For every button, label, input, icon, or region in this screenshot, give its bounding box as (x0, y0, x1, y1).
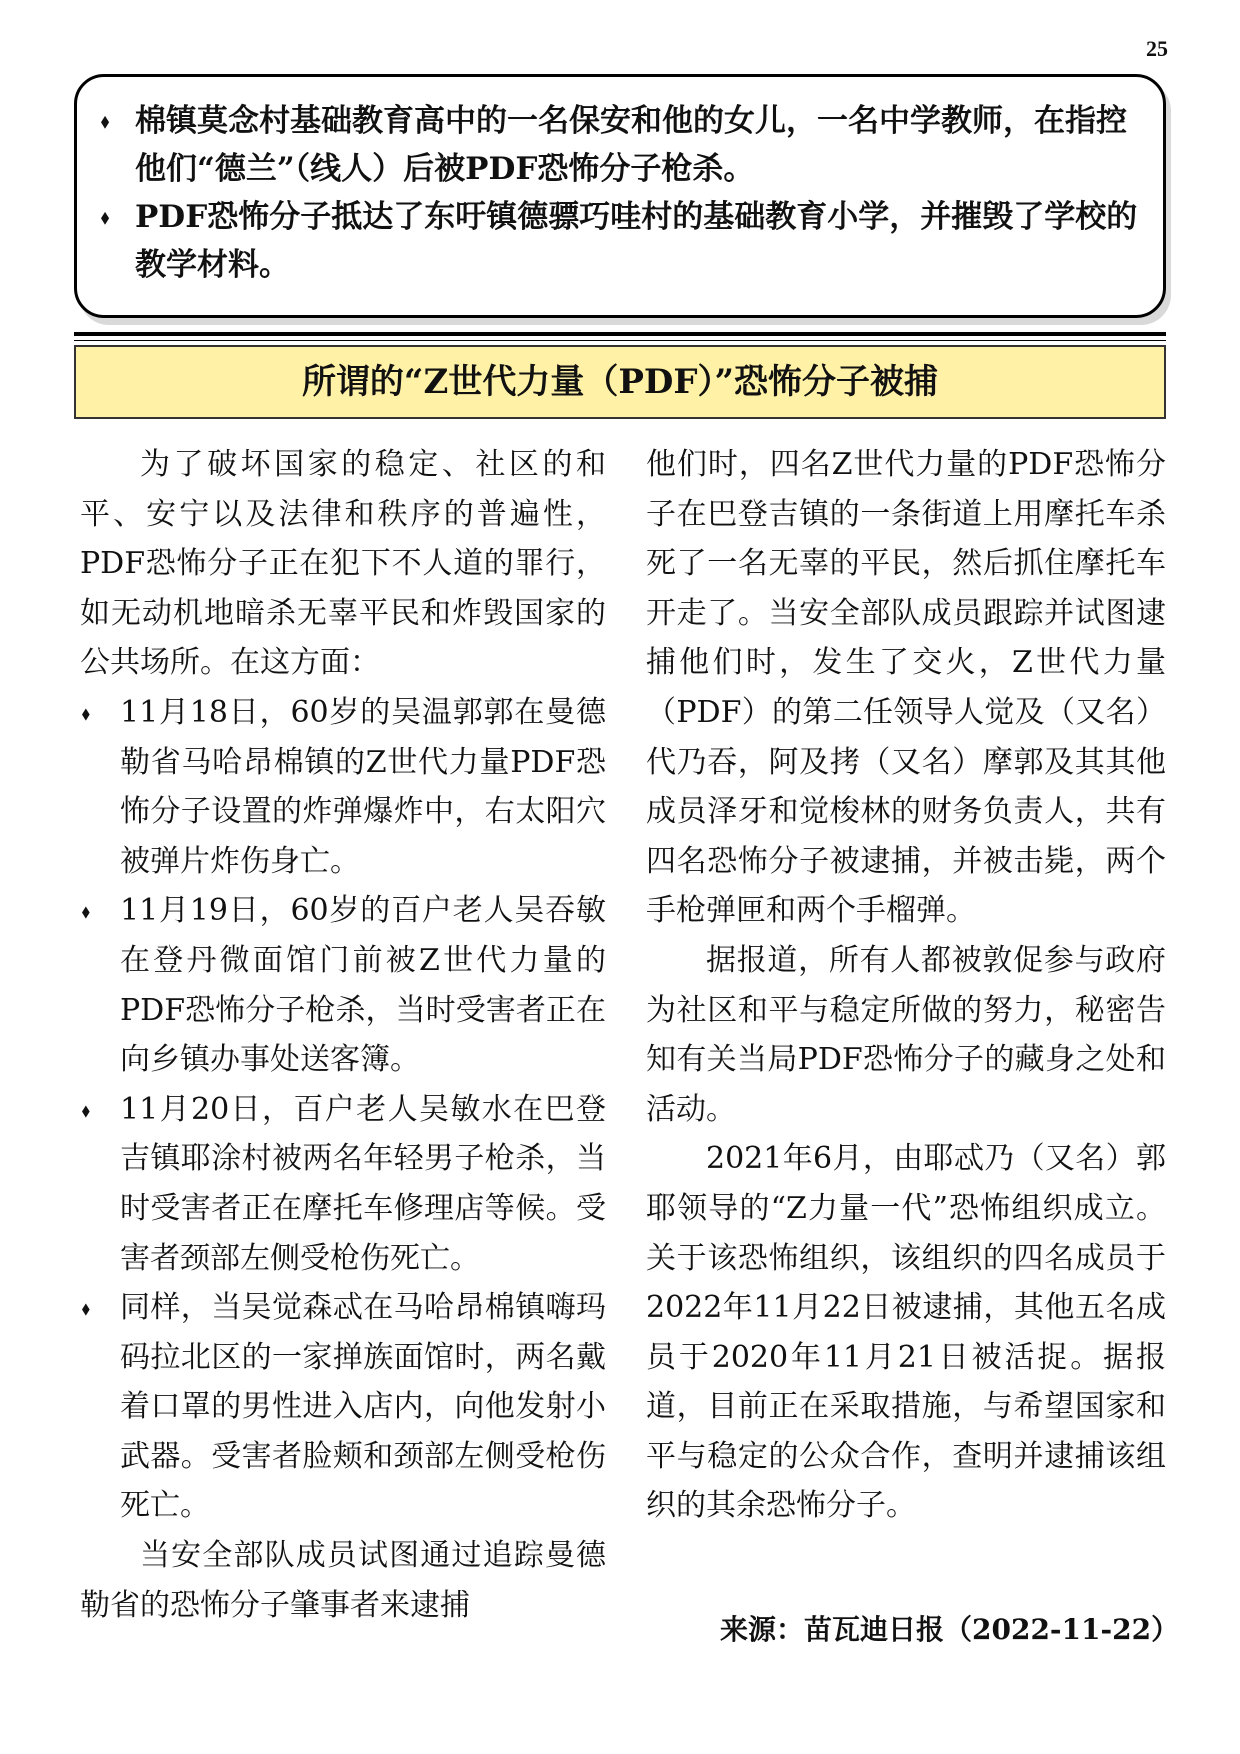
event-item (80, 1085, 606, 1283)
arrest-paragraph-continued: 他们时，四名Z世代力量的PDF恐怖分子在巴登吉镇的一条街道上用摩托车杀死了一名无辜的平民，然后抓住摩托车开走了。当安全部队成员跟踪并试图逮捕他们时，发生了交火，Z世代力量（PDF）的第二任领导人觉及（又名）代乃吞，阿及拷（又名）摩郭及其其他成员泽牙和觉梭林的财务负责人，共有四名恐怖分子被逮捕，并被击毙，两个手枪弹匣和两个手榴弹。 (646, 447, 1166, 929)
page-number: 25 (1146, 36, 1168, 61)
diamond-bullet-icon: ⬧ (101, 111, 110, 132)
event-item (80, 886, 606, 1084)
event-text: 11月20日，百户老人吴敏水在巴登吉镇耶涂村被两名年轻男子枪杀，当时受害者正在摩托车修理店等候。受害者颈部左侧受枪伤死亡。 (120, 1091, 606, 1276)
history-paragraph: 2021年6月，由耶忒乃（又名）郭耶领导的“Z力量一代”恐怖组织成立。关于该恐怖组织，该组织的四名成员于2022年11月22日被逮捕，其他五名成员于2020年11月21日被活捉。据报道，目前正在采取措施，与希望国家和平与稳定的公众合作，查明并逮捕该组织的其余恐怖分子。 (646, 1141, 1166, 1524)
diamond-bullet-icon: ⬧ (82, 703, 90, 724)
report-paragraph: 据报道，所有人都被敦促参与政府为社区和平与稳定所做的努力，秘密告知有关当局PDF恐怖分子的藏身之处和活动。 (646, 942, 1166, 1127)
article-column-right (646, 440, 1166, 1531)
diamond-bullet-icon: ⬧ (82, 1299, 90, 1320)
event-item (80, 1283, 606, 1531)
arrest-paragraph-start: 当安全部队成员试图通过追踪曼德勒省的恐怖分子肇事者来逮捕 (80, 1538, 606, 1623)
incident-list (97, 97, 1139, 289)
event-text: 11月18日，60岁的吴温郭郭在曼德勒省马哈昂棉镇的Z世代力量PDF恐怖分子设置的炸弹爆炸中，右太阳穴被弹片炸伤身亡。 (120, 694, 606, 879)
incident-text: 棉镇莫念村基础教育高中的一名保安和他的女儿，一名中学教师，在指控他们“德兰”（线人）后被PDF恐怖分子枪杀。 (135, 103, 1127, 187)
diamond-bullet-icon: ⬧ (82, 902, 90, 923)
intro-paragraph: 为了破坏国家的稳定、社区的和平、安宁以及法律和秩序的普遍性，PDF恐怖分子正在犯下不人道的罪行，如无动机地暗杀无辜平民和炸毁国家的公共场所。在这方面： (80, 447, 606, 681)
source-citation: 来源：苗瓦迪日报（2022-11-22） (720, 1613, 1180, 1646)
event-text: 同样，当吴觉森忒在马哈昂棉镇嗨玛码拉北区的一家掸族面馆时，两名戴着口罩的男性进入店内，向他发射小武器。受害者脸颊和颈部左侧受枪伤死亡。 (120, 1290, 606, 1524)
section-divider-thin (74, 340, 1166, 341)
incident-item (97, 193, 1139, 289)
diamond-bullet-icon: ⬧ (82, 1100, 90, 1121)
event-list (80, 688, 606, 1531)
event-item (80, 688, 606, 886)
article-headline: 所谓的“Z世代力量（PDF）”恐怖分子被捕 (74, 345, 1166, 419)
article-column-left (80, 440, 606, 1630)
incident-text: PDF恐怖分子抵达了东吁镇德骠巧哇村的基础教育小学，并摧毁了学校的教学材料。 (135, 199, 1138, 283)
incident-summary-box (74, 74, 1166, 318)
event-text: 11月19日，60岁的百户老人吴吞敏在登丹微面馆门前被Z世代力量的PDF恐怖分子枪杀，当时受害者正在向乡镇办事处送客簿。 (120, 893, 606, 1078)
diamond-bullet-icon: ⬧ (101, 207, 110, 228)
section-divider-thick (74, 332, 1166, 336)
incident-item (97, 97, 1139, 193)
